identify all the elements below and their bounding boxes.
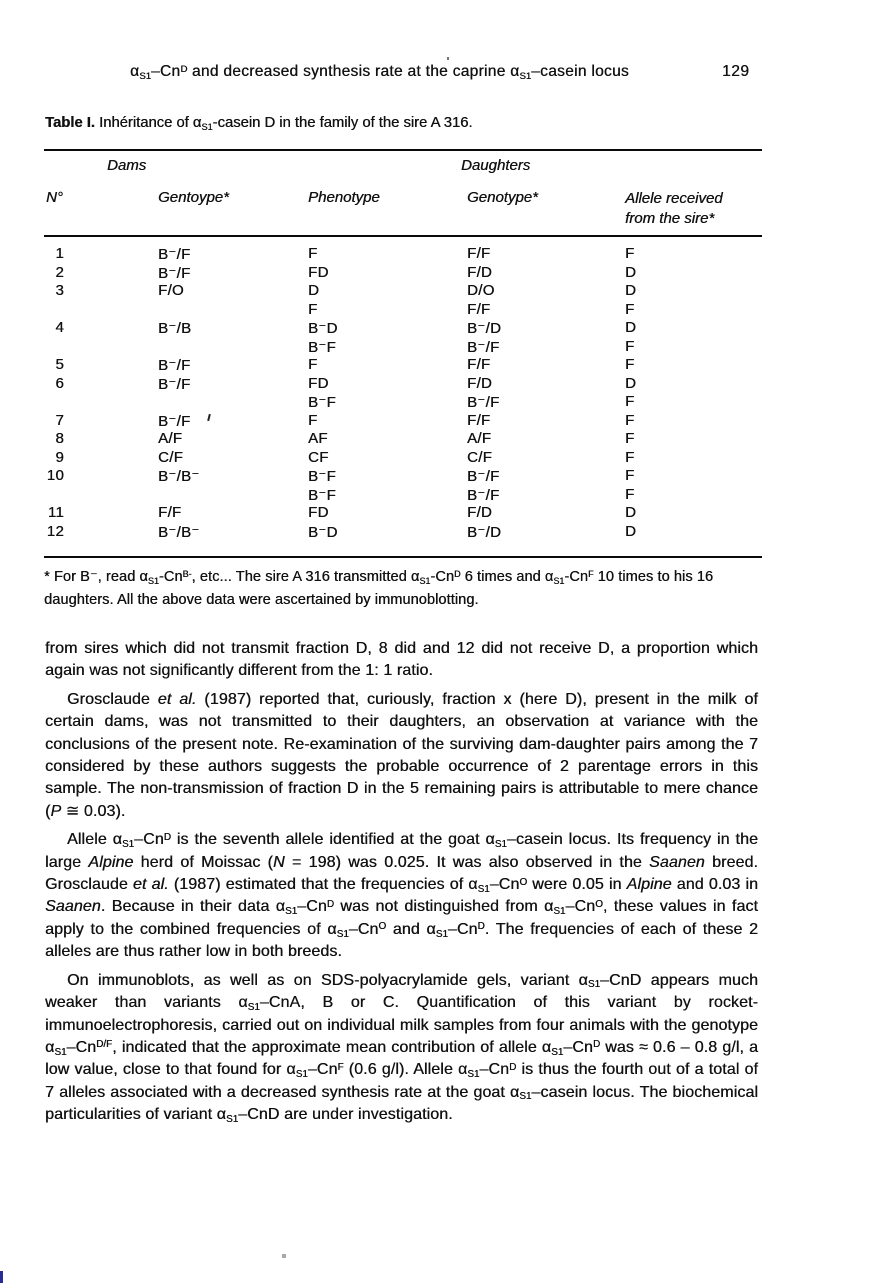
column-header-number: N°: [46, 189, 63, 206]
table-row: [44, 319, 762, 338]
table-cell: F: [625, 448, 635, 466]
paragraph-4: On immunoblots, as well as on SDS-polyacrylamide gels, variant $\alpha_{S1}$–CnD appears much weaker than variants $\alpha_{S1}$–CnA, B or C. Quantification of this variant by rocket-immunoelectrophoresis, carried out on individual milk samples from four animals with the genotype $\alpha_{S1}-Cn^{D/F}$, indicated that the approximate mean contribution of allele $\alpha_{S1}-Cn^D$ was ≈ 0.6 – 0.8 g/l, a low value, close to that found for $\alpha_{S1}-Cn^F$ (0.6 g/l). Allele $\alpha_{S1}-Cn^D$ is thus the fourth out of a total of 7 alleles associated with a decreased synthesis rate at the goat $\alpha_{S1}$–casein locus. The biochemical particularities of variant $\alpha_{S1}$–CnD are under investigation.: [45, 971, 759, 1125]
column-header-daughter-genotype: Genotype*: [467, 189, 538, 206]
table-cell: 9: [55, 448, 64, 466]
table-cell: F: [625, 300, 635, 318]
table-row: [44, 486, 762, 505]
column-header-allele-line2: from the sire*: [625, 210, 715, 227]
table-cell: B⁻/D: [467, 320, 502, 337]
table-row: [44, 467, 762, 486]
table-group-header-dams: Dams: [107, 157, 147, 174]
table-cell: FD: [308, 504, 329, 521]
table-cell: [44, 301, 64, 320]
table-cell: F/F: [467, 245, 491, 262]
table-rule-bottom: [44, 556, 762, 558]
table-row: [44, 412, 762, 431]
table-cell: A/F: [467, 430, 492, 447]
table-cell: B⁻/F: [467, 338, 500, 356]
table-cell: B⁻/F: [158, 375, 191, 393]
table-row: [44, 375, 762, 394]
table-rule-header: [44, 235, 762, 237]
table-cell: F: [625, 245, 635, 262]
table-cell: F/O: [158, 282, 184, 299]
table-cell: 3: [55, 282, 64, 299]
table-row: [44, 356, 762, 375]
table-cell: 1: [55, 245, 64, 262]
table-footnote: * For B⁻, read $\alpha_{S1}-Cn^{B-}$, etc... The sire A 316 transmitted $\alpha_{S1}-Cn^D$ 6 times and $\alpha_{S1}-Cn^F$ 10 times to his 16 daughters. All the above data were ascertained by immunoblotting.: [44, 568, 714, 608]
table-cell: F/F: [467, 300, 491, 318]
table-row: [44, 338, 762, 357]
table-cell: B⁻F: [308, 394, 336, 411]
table-cell: B⁻/F: [467, 394, 500, 411]
table-cell: F/D: [467, 263, 493, 281]
table-cell: B⁻/F: [467, 486, 500, 504]
table-cell: B⁻D: [308, 320, 338, 337]
column-header-allele-line1: Allele received: [625, 190, 723, 207]
table-row: [44, 523, 762, 542]
table-cell: D: [625, 504, 637, 521]
table-cell: D: [308, 282, 320, 299]
table-cell: F/F: [467, 411, 491, 429]
table-cell: B⁻/B: [158, 320, 192, 337]
table-row: [44, 245, 762, 264]
table-cell: B⁻/F: [158, 412, 191, 430]
table-cell: F: [625, 337, 635, 355]
table-cell: CF: [308, 448, 329, 466]
table-row: [44, 449, 762, 468]
table-cell: [158, 393, 308, 412]
table-cell: [44, 393, 64, 412]
scan-speck-dot-top: [447, 57, 449, 60]
table-cell: 10: [46, 467, 64, 484]
table-cell: FD: [308, 263, 329, 281]
paragraph-2: Grosclaude et al. (1987) reported that, curiously, fraction x (here D), present in the milk of certain dams, was not transmitted to their daughters, an observation at variance with the conclusions of the present note. Re-examination of the surviving dam-daughter pairs among the 7 considered by these authors suggests the probable occurrence of 2 parentage errors in this sample. The non-transmission of fraction D in the 5 remaining pairs is attributable to mere chance (P ≅ 0.03).: [45, 690, 758, 820]
table-cell: A/F: [158, 430, 183, 447]
table-cell: B⁻/F: [158, 264, 191, 282]
table-cell: C/F: [467, 448, 493, 466]
table-group-header-daughters: Daughters: [461, 157, 531, 174]
table-cell: B⁻/B⁻: [158, 468, 200, 485]
table-caption: Table I. Inhéritance of $\alpha_{S1}$-casein D in the family of the sire A 316.: [45, 115, 473, 132]
table-row: [44, 504, 762, 523]
table-cell: [158, 301, 308, 320]
table-cell: [44, 486, 64, 505]
table-cell: B⁻F: [308, 338, 336, 356]
table-cell: F: [308, 411, 318, 429]
table-row: [44, 430, 762, 449]
table-cell: [158, 486, 308, 505]
running-head-title: $\alpha_{S1}-Cn^D$ and decreased synthesis rate at the caprine $\alpha_{S1}$–casein locus: [130, 63, 629, 82]
table-cell: D: [625, 374, 637, 392]
table-cell: F: [308, 356, 318, 373]
table-cell: AF: [308, 430, 328, 447]
table-cell: F: [625, 430, 635, 447]
table-cell: 12: [46, 522, 64, 540]
table-cell: F: [625, 356, 635, 373]
table-cell: F/D: [467, 374, 493, 392]
table-cell: F: [625, 467, 635, 484]
table-cell: D/O: [467, 282, 495, 299]
table-cell: B⁻D: [308, 523, 338, 541]
table-cell: F: [625, 411, 635, 429]
table-cell: D: [625, 522, 637, 540]
table-cell: D: [625, 319, 637, 336]
table-rule-top: [44, 149, 762, 151]
table-cell: 5: [55, 356, 64, 373]
table-cell: F: [308, 245, 318, 262]
table-cell: D: [625, 263, 637, 281]
table-cell: C/F: [158, 448, 184, 466]
table-row: [44, 264, 762, 283]
body-text: [45, 638, 758, 1133]
table-cell: B⁻/F: [158, 246, 191, 263]
table-row: [44, 282, 762, 301]
page-number: 129: [722, 63, 750, 80]
table-cell: F/D: [467, 504, 493, 521]
table-cell: 8: [55, 430, 64, 447]
table-cell: 2: [55, 263, 64, 281]
table-cell: B⁻/D: [467, 523, 502, 541]
table-cell: F: [625, 393, 635, 410]
paragraph-3: Allele $\alpha_{S1}-Cn^D$ is the seventh allele identified at the goat $\alpha_{S1}$–casein locus. Its frequency in the large Alpine herd of Moissac (N = 198) was 0.025. It was also observed in the Saanen breed. Grosclaude et al. (1987) estimated that the frequencies of $\alpha_{S1}-Cn^O$ were 0.05 in Alpine and 0.03 in Saanen. Because in their data $\alpha_{S1}-Cn^D$ was not distinguished from $\alpha_{S1}-Cn^O$, these values in fact apply to the combined frequencies of $\alpha_{S1}-Cn^O$ and $\alpha_{S1}-Cn^D$. The frequencies of each of these 2 alleles are thus rather low in both breeds.: [45, 831, 758, 961]
column-header-phenotype: Phenotype: [308, 189, 380, 206]
column-header-dam-genotype: Gentoype*: [158, 189, 229, 206]
table-cell: F/F: [158, 504, 182, 521]
table-cell: [158, 338, 308, 357]
table-cell: 11: [47, 504, 64, 521]
table-cell: [44, 338, 64, 357]
scan-speck-dot-bottom: [282, 1254, 286, 1258]
table-cell: B⁻F: [308, 468, 336, 485]
table-cell: FD: [308, 374, 329, 392]
scan-edge-mark: [0, 1271, 3, 1283]
paragraph-1: from sires which did not transmit fraction D, 8 did and 12 did not receive D, a proportion which again was not significantly different from the 1: 1 ratio.: [45, 640, 758, 680]
table-cell: B⁻/F: [158, 357, 191, 374]
table-row: [44, 301, 762, 320]
table-cell: 6: [55, 374, 64, 392]
table-row: [44, 393, 762, 412]
table-cell: 7: [55, 411, 64, 429]
table-cell: D: [625, 282, 637, 299]
table-body: [44, 245, 762, 541]
table-cell: B⁻/B⁻: [158, 523, 200, 541]
table-cell: B⁻F: [308, 486, 336, 504]
table-cell: F: [308, 300, 318, 318]
table-cell: F: [625, 485, 635, 503]
table-cell: F/F: [467, 356, 491, 373]
column-header-allele-received: [625, 189, 723, 229]
table-cell: 4: [55, 319, 64, 336]
table-cell: B⁻/F: [467, 468, 500, 485]
